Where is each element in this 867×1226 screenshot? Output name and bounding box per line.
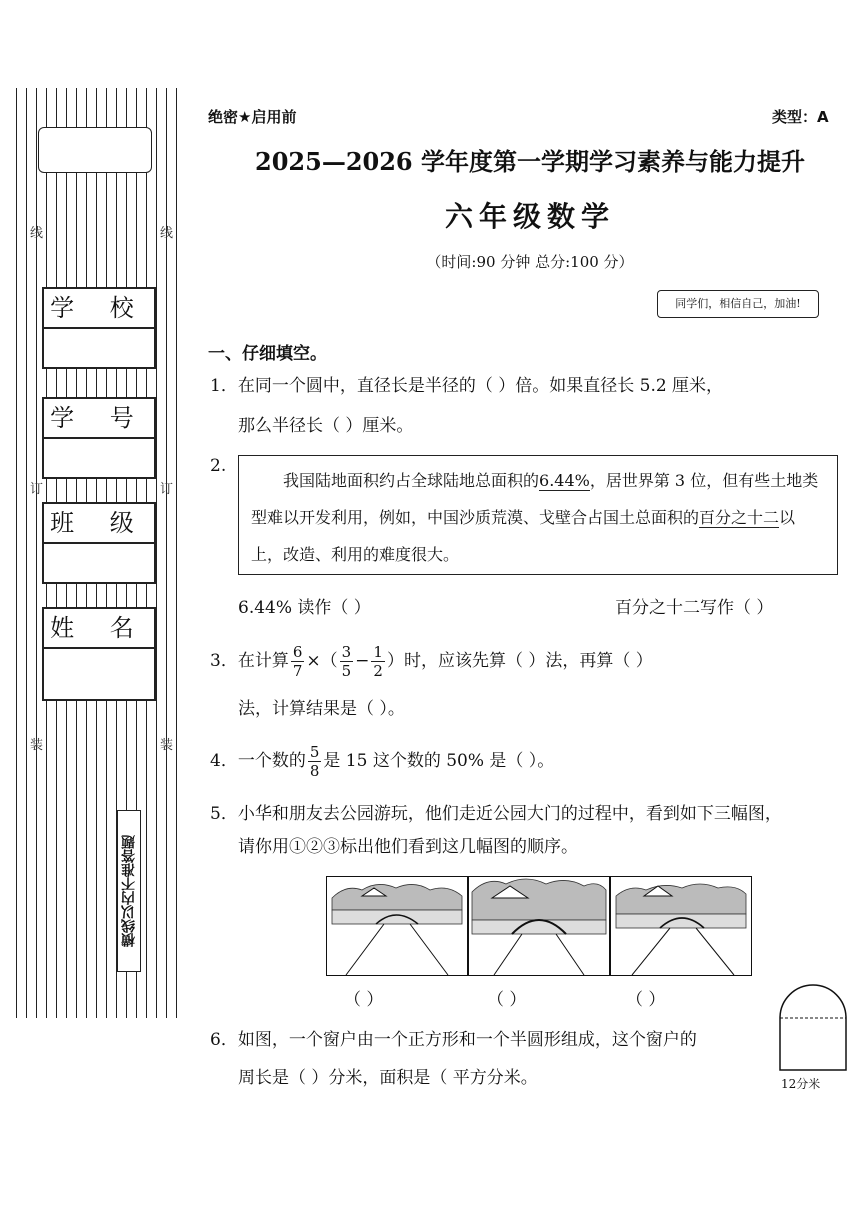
- frac-num: 5: [309, 743, 320, 761]
- frac-num: 1: [373, 643, 383, 661]
- secret-label: 绝密★启用前: [208, 108, 297, 126]
- question-3-line-1: [210, 643, 653, 680]
- passage-part-a: 我国陆地面积约占全球陆地总面积的: [283, 471, 540, 490]
- cut-mark-bottom-left: 装: [30, 738, 44, 753]
- park-picture-1: [327, 877, 468, 976]
- passage-fraction: 百分之十二: [699, 508, 780, 527]
- question-5-line-1: 5．小华和朋友去公园游玩，他们走近公园大门的过程中，看到如下三幅图，: [210, 804, 782, 824]
- class-label: 班 级: [44, 504, 154, 544]
- order-blank-2[interactable]: （ ）: [487, 990, 527, 1010]
- q3-minus: −: [355, 651, 370, 671]
- school-label: 学 校: [44, 289, 154, 329]
- q3-prefix: 3．在计算: [210, 651, 289, 671]
- frac-num: 3: [341, 643, 352, 661]
- class-blank[interactable]: [44, 544, 154, 582]
- q4-suffix: 是 15 这个数的 50% 是（ ）。: [323, 751, 555, 771]
- margin-tag: [38, 127, 152, 173]
- frac-den: 5: [341, 662, 352, 680]
- cut-mark-top-right: 线: [160, 226, 174, 241]
- question-5-line-2: 请你用①②③标出他们看到这几幅图的顺序。: [238, 837, 578, 857]
- school-blank[interactable]: [44, 329, 154, 367]
- paper-type: 类型：A: [772, 108, 829, 126]
- question-2-read: 6.44% 读作（ ）: [238, 598, 371, 618]
- student-id-blank[interactable]: [44, 439, 154, 477]
- passage-part-c: 以上，改造、利用的难度很大。: [251, 508, 796, 564]
- question-2-number: 2.: [210, 456, 227, 476]
- question-4: [210, 743, 554, 780]
- window-size-label: 12分米: [781, 1077, 821, 1091]
- question-6-line-1: 6．如图，一个窗户由一个正方形和一个半圆形组成，这个窗户的: [210, 1030, 697, 1050]
- exam-subject: 六年级数学: [444, 200, 615, 233]
- park-picture-2: [469, 877, 610, 976]
- fraction-1-2: [371, 643, 385, 680]
- park-gate-pictures: [326, 876, 752, 976]
- class-field[interactable]: [42, 502, 156, 584]
- order-blank-3[interactable]: （ ）: [626, 990, 666, 1010]
- q4-prefix: 4．一个数的: [210, 751, 306, 771]
- q3-suffix: ）时，应该先算（ ）法，再算（ ）: [386, 651, 653, 671]
- school-field[interactable]: [42, 287, 156, 369]
- frac-den: 2: [373, 662, 383, 680]
- student-id-label: 学 号: [44, 399, 154, 439]
- no-answer-warning: 横线以内不准答题: [117, 810, 141, 972]
- park-picture-3: [611, 877, 752, 976]
- fraction-6-7: [291, 643, 305, 680]
- passage-percent: 6.44%: [539, 471, 590, 490]
- cut-mark-top-left: 线: [30, 226, 44, 241]
- student-id-field[interactable]: [42, 397, 156, 479]
- section-heading: 一、仔细填空。: [208, 344, 327, 364]
- cut-mark-bottom-right: 装: [160, 738, 174, 753]
- question-1-line-1: 1．在同一个圆中，直径长是半径的（ ）倍。如果直径长 5.2 厘米，: [210, 376, 724, 396]
- exam-title: 2025—2026 学年度第一学期学习素养与能力提升: [255, 147, 805, 176]
- frac-den: 8: [309, 762, 320, 780]
- passage-part-b: ，居世界第 3 位，但有些土地类型难以开发利用，例如，中国沙质荒漠、戈壁合占国土总面积的: [251, 471, 819, 527]
- name-blank[interactable]: [44, 649, 154, 699]
- window-diagram: [778, 982, 848, 1074]
- question-3-line-2: 法，计算结果是（ ）。: [238, 699, 405, 719]
- q3-times: ×（: [306, 651, 338, 671]
- question-6-line-2: 周长是（ ）分米，面积是（ 平方分米。: [238, 1068, 538, 1088]
- order-blank-1[interactable]: （ ）: [344, 990, 384, 1010]
- cut-mark-mid-right: 订: [160, 482, 174, 497]
- fraction-3-5: [340, 643, 354, 680]
- cheer-banner: 同学们，相信自己，加油!: [657, 290, 819, 318]
- question-2-write: 百分之十二写作（ ）: [615, 598, 774, 618]
- question-1-line-2: 那么半径长（ ）厘米。: [238, 416, 414, 436]
- name-label: 姓 名: [44, 609, 154, 649]
- name-field[interactable]: [42, 607, 156, 701]
- fraction-5-8: [308, 743, 322, 780]
- cut-mark-mid-left: 订: [30, 482, 44, 497]
- frac-den: 7: [292, 662, 303, 680]
- time-info: （时间:90 分钟 总分:100 分）: [426, 253, 634, 271]
- frac-num: 6: [292, 643, 303, 661]
- reading-passage: [238, 455, 838, 575]
